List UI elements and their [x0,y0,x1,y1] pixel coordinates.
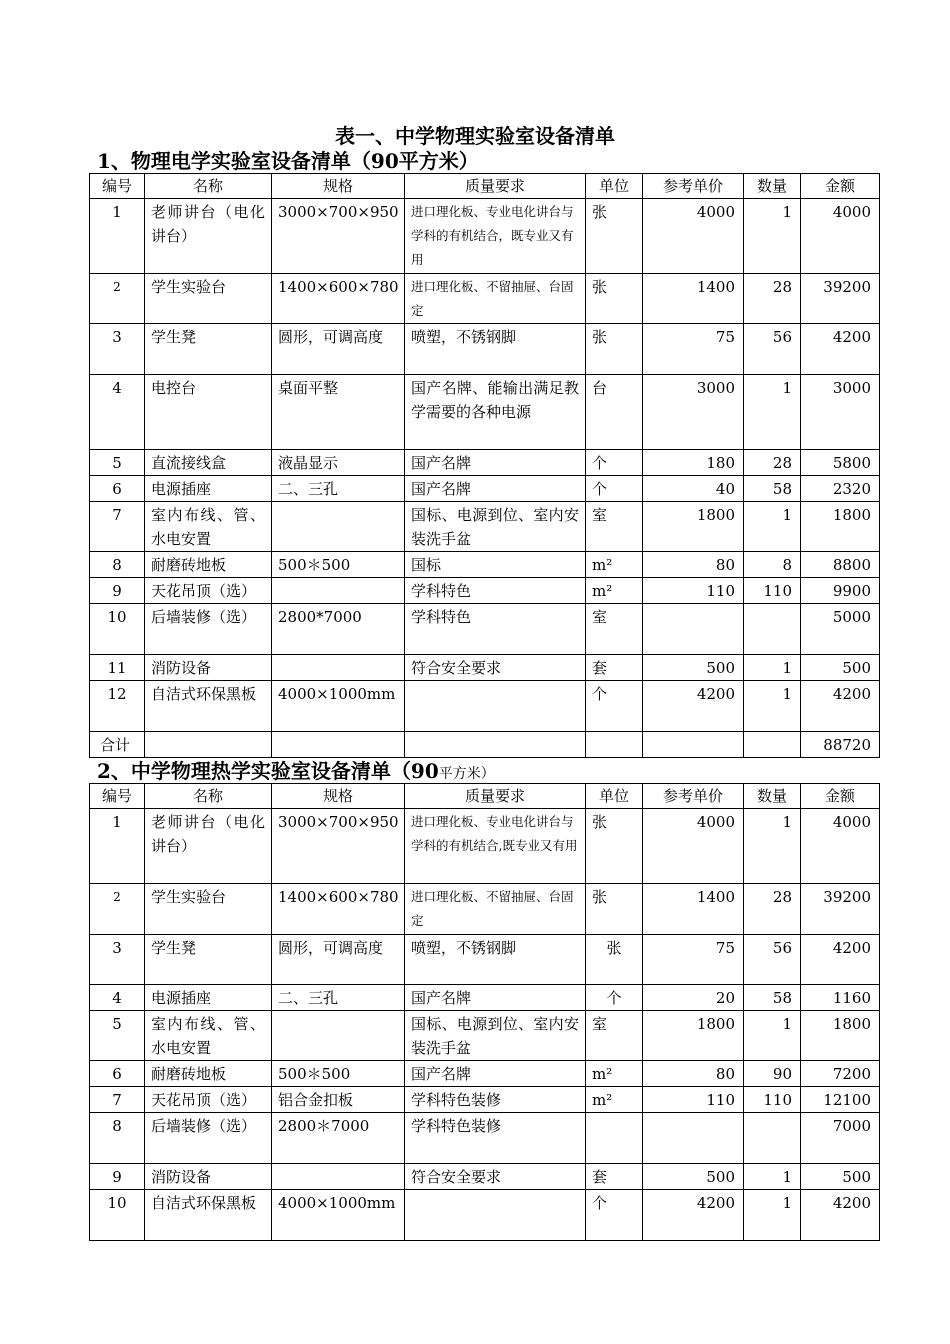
header-qty: 数量 [744,784,801,809]
cell-unit: m² [586,1061,643,1087]
cell-unit: m² [586,552,643,578]
section2-title-main: 2、中学物理热学实验室设备清单（90 [97,759,439,783]
cell-unit: 套 [586,1164,643,1190]
cell-amount: 12100 [801,1087,880,1113]
cell-amount: 4200 [801,681,880,732]
cell-qty: 90 [744,1061,801,1087]
cell-spec: 二、三孔 [272,476,405,502]
cell-name: 耐磨砖地板 [145,1061,272,1087]
cell-price: 3000 [643,375,744,450]
cell-amount: 2320 [801,476,880,502]
total-amount: 88720 [801,732,880,758]
cell-amount: 8800 [801,552,880,578]
cell-name: 老师讲台（电化讲台） [145,809,272,884]
header-name: 名称 [145,784,272,809]
table-row [90,552,880,578]
cell-name: 电源插座 [145,985,272,1011]
table-row [90,578,880,604]
cell-qty: 110 [744,578,801,604]
cell-qty: 58 [744,476,801,502]
cell-spec: 500＊500 [272,552,405,578]
cell-name: 室内布线、管、水电安置 [145,502,272,552]
cell-qty: 1 [744,681,801,732]
cell-price: 1800 [643,502,744,552]
cell-unit: 台 [586,375,643,450]
cell-req [405,1190,586,1241]
cell-name: 室内布线、管、水电安置 [145,1011,272,1061]
total-label: 合计 [90,732,145,758]
cell-price: 500 [643,1164,744,1190]
cell-name: 老师讲台（电化讲台） [145,199,272,274]
table-row [90,935,880,985]
cell-amount: 4000 [801,809,880,884]
cell-name: 电源插座 [145,476,272,502]
cell-qty: 1 [744,375,801,450]
cell-spec: 液晶显示 [272,450,405,476]
page-title: 表一、中学物理实验室设备清单 [335,124,615,148]
cell-no: 9 [90,1164,145,1190]
cell-amount: 1800 [801,502,880,552]
cell-price: 4200 [643,681,744,732]
cell-spec [272,578,405,604]
cell-spec: 1400×600×780 [272,274,405,324]
cell-qty: 56 [744,935,801,985]
header-spec: 规格 [272,784,405,809]
cell-no: 3 [90,935,145,985]
cell-no: 6 [90,476,145,502]
cell-qty [744,604,801,655]
cell-amount: 500 [801,655,880,681]
cell-amount: 4200 [801,1190,880,1241]
table-row [90,604,880,655]
cell-price: 80 [643,1061,744,1087]
cell-name: 后墙装修（选） [145,1113,272,1164]
cell-req: 符合安全要求 [405,655,586,681]
section1-title: 1、物理电学实验室设备清单（90平方米） [97,149,479,173]
header-amount: 金额 [801,784,880,809]
cell-req: 国产名牌 [405,985,586,1011]
cell-spec: 二、三孔 [272,985,405,1011]
cell-req: 喷塑，不锈钢脚 [405,324,586,375]
cell-unit: 套 [586,655,643,681]
header-no: 编号 [90,174,145,199]
cell-qty: 28 [744,274,801,324]
cell-spec [272,1011,405,1061]
cell-unit: 张 [586,809,643,884]
cell-spec: 3000×700×950 [272,809,405,884]
cell-name: 耐磨砖地板 [145,552,272,578]
cell-unit: 室 [586,604,643,655]
section2-title-unit: 平方米） [438,766,495,782]
cell-unit: 个 [586,681,643,732]
cell-amount: 9900 [801,578,880,604]
cell-no: 4 [90,985,145,1011]
cell-req: 国标、电源到位、室内安装洗手盆 [405,502,586,552]
cell-spec: 2800*7000 [272,604,405,655]
cell-unit: 张 [586,935,643,985]
cell-req: 国产名牌、能输出满足教学需要的各种电源 [405,375,586,450]
cell-price: 1400 [643,884,744,935]
cell-amount: 7000 [801,1113,880,1164]
cell-no: 10 [90,604,145,655]
cell-qty: 1 [744,1164,801,1190]
cell-qty: 1 [744,1190,801,1241]
cell-no: 8 [90,552,145,578]
header-unit: 单位 [586,784,643,809]
cell-name: 消防设备 [145,1164,272,1190]
cell-qty: 110 [744,1087,801,1113]
cell-no: 1 [90,199,145,274]
total-row [90,732,880,758]
cell-qty: 1 [744,502,801,552]
cell-req: 国产名牌 [405,476,586,502]
cell-amount: 39200 [801,274,880,324]
header-unit: 单位 [586,174,643,199]
cell-price: 4000 [643,809,744,884]
cell-spec: 圆形，可调高度 [272,324,405,375]
cell-price: 4200 [643,1190,744,1241]
cell-name: 后墙装修（选） [145,604,272,655]
cell-name: 学生实验台 [145,274,272,324]
cell-price: 1800 [643,1011,744,1061]
cell-no: 6 [90,1061,145,1087]
cell-req: 符合安全要求 [405,1164,586,1190]
cell-price: 20 [643,985,744,1011]
cell-spec [272,655,405,681]
header-price: 参考单价 [643,174,744,199]
table-row [90,681,880,732]
cell-unit: 个 [586,476,643,502]
equipment-table-2 [89,783,880,1241]
cell-spec [272,1164,405,1190]
cell-price: 180 [643,450,744,476]
cell-name: 直流接线盒 [145,450,272,476]
table-row [90,375,880,450]
cell-price: 1400 [643,274,744,324]
cell-qty: 1 [744,199,801,274]
cell-amount: 4200 [801,324,880,375]
cell-spec: 圆形，可调高度 [272,935,405,985]
cell-price: 80 [643,552,744,578]
cell-amount: 500 [801,1164,880,1190]
cell-qty [744,1113,801,1164]
cell-no: 1 [90,809,145,884]
cell-req: 学科特色装修 [405,1087,586,1113]
cell-unit: 张 [586,199,643,274]
cell-req: 学科特色装修 [405,1113,586,1164]
cell-spec: 1400×600×780 [272,884,405,935]
table-row [90,985,880,1011]
cell-amount: 39200 [801,884,880,935]
cell-name: 学生实验台 [145,884,272,935]
cell-amount: 5800 [801,450,880,476]
cell-qty: 8 [744,552,801,578]
table-row [90,1011,880,1061]
cell-qty: 28 [744,884,801,935]
cell-name: 学生凳 [145,935,272,985]
cell-unit [586,1113,643,1164]
table-row [90,199,880,274]
cell-no: 4 [90,375,145,450]
cell-price [643,604,744,655]
cell-price: 4000 [643,199,744,274]
header-req: 质量要求 [405,784,586,809]
cell-amount: 7200 [801,1061,880,1087]
cell-req: 喷塑，不锈钢脚 [405,935,586,985]
cell-unit: 张 [586,324,643,375]
cell-unit: 室 [586,1011,643,1061]
cell-req: 学科特色 [405,604,586,655]
cell-no: 8 [90,1113,145,1164]
cell-amount: 1800 [801,1011,880,1061]
cell-unit: 个 [586,450,643,476]
header-no: 编号 [90,784,145,809]
cell-qty: 56 [744,324,801,375]
table-row [90,324,880,375]
cell-no: 7 [90,502,145,552]
table-row [90,809,880,884]
table-row [90,1113,880,1164]
cell-name: 电控台 [145,375,272,450]
cell-req [405,681,586,732]
cell-price: 500 [643,655,744,681]
cell-unit: 室 [586,502,643,552]
cell-spec: 铝合金扣板 [272,1087,405,1113]
cell-no: 12 [90,681,145,732]
cell-spec: 3000×700×950 [272,199,405,274]
cell-qty: 1 [744,1011,801,1061]
cell-name: 消防设备 [145,655,272,681]
cell-amount: 5000 [801,604,880,655]
cell-amount: 4000 [801,199,880,274]
cell-unit: 个 [586,1190,643,1241]
cell-spec: 桌面平整 [272,375,405,450]
table-row [90,450,880,476]
cell-spec [272,502,405,552]
cell-no: 7 [90,1087,145,1113]
cell-name: 天花吊顶（选） [145,1087,272,1113]
cell-price: 40 [643,476,744,502]
table-row [90,884,880,935]
cell-price: 110 [643,578,744,604]
cell-spec: 4000×1000mm [272,1190,405,1241]
cell-req: 国标 [405,552,586,578]
table-row [90,1164,880,1190]
cell-qty: 28 [744,450,801,476]
cell-req: 进口理化板、专业电化讲台与学科的有机结合，既专业又有用 [405,199,586,274]
cell-price [643,1113,744,1164]
cell-qty: 1 [744,655,801,681]
cell-unit: m² [586,1087,643,1113]
table-row [90,476,880,502]
cell-no: 5 [90,1011,145,1061]
cell-req: 国产名牌 [405,1061,586,1087]
cell-req: 学科特色 [405,578,586,604]
cell-name: 自洁式环保黑板 [145,681,272,732]
table-row [90,1087,880,1113]
cell-req: 国产名牌 [405,450,586,476]
cell-qty: 1 [744,809,801,884]
cell-spec: 4000×1000mm [272,681,405,732]
header-spec: 规格 [272,174,405,199]
cell-unit: 张 [586,274,643,324]
header-name: 名称 [145,174,272,199]
cell-no: 5 [90,450,145,476]
cell-no: 11 [90,655,145,681]
cell-spec: 500＊500 [272,1061,405,1087]
cell-no: 9 [90,578,145,604]
cell-req: 进口理化板、不留抽屉、台固定 [405,884,586,935]
table-row [90,274,880,324]
cell-name: 自洁式环保黑板 [145,1190,272,1241]
table-header-row [90,174,880,199]
cell-name: 天花吊顶（选） [145,578,272,604]
cell-amount: 1160 [801,985,880,1011]
table-row [90,1061,880,1087]
cell-no: 3 [90,324,145,375]
cell-name: 学生凳 [145,324,272,375]
cell-amount: 4200 [801,935,880,985]
cell-price: 75 [643,324,744,375]
header-req: 质量要求 [405,174,586,199]
table-row [90,1190,880,1241]
table-row [90,655,880,681]
cell-unit: 个 [586,985,643,1011]
cell-req: 国标、电源到位、室内安装洗手盆 [405,1011,586,1061]
cell-unit: m² [586,578,643,604]
cell-unit: 张 [586,884,643,935]
cell-price: 110 [643,1087,744,1113]
header-price: 参考单价 [643,784,744,809]
equipment-table-1 [89,173,880,758]
cell-price: 75 [643,935,744,985]
table-header-row [90,784,880,809]
cell-no: 2 [90,274,145,324]
cell-spec: 2800＊7000 [272,1113,405,1164]
header-qty: 数量 [744,174,801,199]
cell-no: 10 [90,1190,145,1241]
header-amount: 金额 [801,174,880,199]
cell-qty: 58 [744,985,801,1011]
cell-no: 2 [90,884,145,935]
cell-amount: 3000 [801,375,880,450]
cell-req: 进口理化板、专业电化讲台与学科的有机结合,既专业又有用 [405,809,586,884]
cell-req: 进口理化板、不留抽屉、台固定 [405,274,586,324]
table-row [90,502,880,552]
